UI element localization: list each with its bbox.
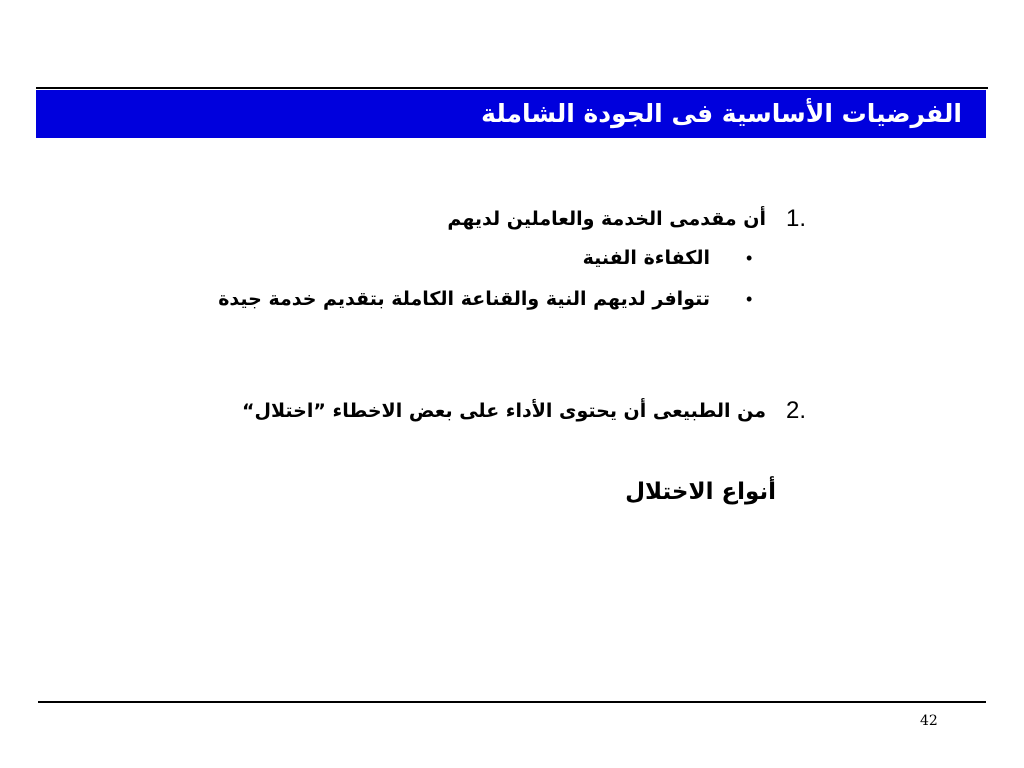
title-bar bbox=[36, 90, 986, 138]
subheading: أنواع الاختلال bbox=[625, 479, 776, 505]
item-1-number: 1. bbox=[786, 205, 807, 232]
page-number: 42 bbox=[920, 713, 938, 729]
bullet-2-text: تتوافر لديهم النية والقناعة الكاملة بتقديم خدمة جيدة bbox=[218, 288, 710, 310]
bottom-divider bbox=[38, 701, 986, 703]
item-2-number: 2. bbox=[786, 397, 807, 424]
top-divider bbox=[36, 87, 988, 89]
bullet-1-marker: • bbox=[746, 248, 753, 268]
bullet-1-text: الكفاءة الفنية bbox=[582, 247, 710, 269]
bullet-2-marker: • bbox=[746, 289, 753, 309]
item-1-text: أن مقدمى الخدمة والعاملين لديهم bbox=[447, 208, 766, 230]
slide-title: الفرضيات الأساسية فى الجودة الشاملة bbox=[481, 99, 962, 128]
item-2-text: من الطبيعى أن يحتوى الأداء على بعض الاخطاء ”اختلال“ bbox=[242, 400, 766, 422]
